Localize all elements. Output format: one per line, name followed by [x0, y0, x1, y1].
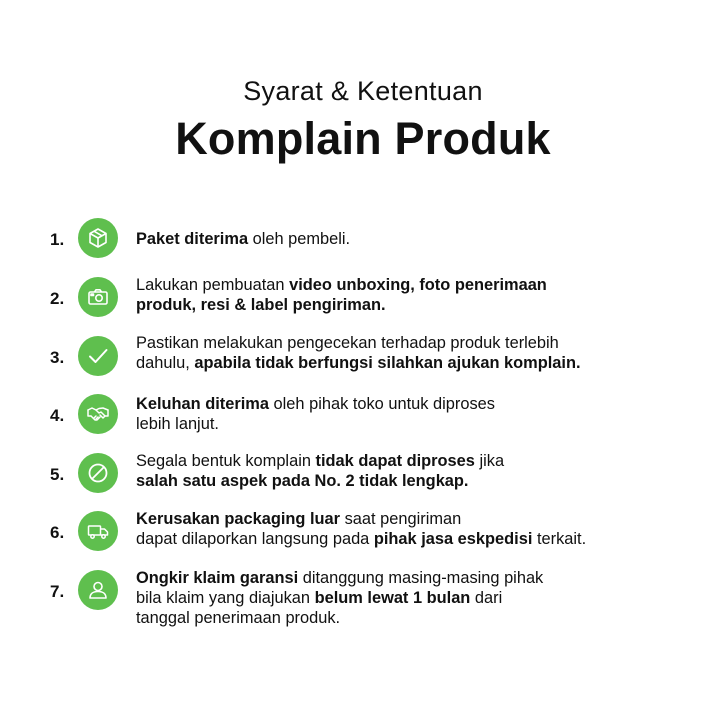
- page-subtitle: Syarat & Ketentuan: [243, 76, 483, 106]
- item-text-line: [136, 333, 696, 353]
- camera-icon: [78, 277, 118, 317]
- item-number: 5.: [50, 465, 65, 484]
- item-text-line: [136, 275, 696, 295]
- item-text: [136, 509, 696, 549]
- box-icon: [78, 218, 118, 258]
- item-text-line: [136, 394, 696, 414]
- item-text-line: [136, 509, 696, 529]
- text-segment: oleh pembeli.: [248, 230, 351, 248]
- bold-text: video unboxing, foto penerimaan: [289, 276, 547, 294]
- bold-text: Paket diterima: [136, 230, 249, 248]
- truck-icon: [78, 511, 118, 551]
- item-text-line: [136, 414, 696, 434]
- item-text-line: [136, 229, 696, 249]
- bold-text: Kerusakan packaging luar: [136, 510, 341, 528]
- item-number: 6.: [50, 523, 65, 542]
- text-segment: bila klaim yang diajukan: [136, 589, 315, 607]
- item-number: 3.: [50, 348, 65, 367]
- item-text-line: [136, 529, 696, 549]
- item-text: [136, 394, 696, 434]
- prohibited-icon: [78, 453, 118, 493]
- item-text-line: [136, 471, 696, 491]
- item-text: [136, 333, 696, 373]
- item-text-line: [136, 353, 696, 373]
- text-segment: tanggal penerimaan produk.: [136, 609, 341, 627]
- bold-text: Ongkir klaim garansi: [136, 569, 299, 587]
- text-segment: dari: [470, 589, 503, 607]
- text-segment: dapat dilaporkan langsung pada: [136, 530, 374, 548]
- text-segment: ditanggung masing-masing pihak: [298, 569, 544, 587]
- checkmark-icon: [78, 336, 118, 376]
- item-text: [136, 229, 696, 249]
- bold-text: belum lewat 1 bulan: [314, 589, 471, 607]
- bold-text: salah satu aspek pada No. 2 tidak lengkap.: [136, 472, 469, 490]
- text-segment: Pastikan melakukan pengecekan terhadap produk terlebih: [136, 334, 559, 352]
- item-text-line: [136, 295, 696, 315]
- text-segment: jika: [474, 452, 505, 470]
- item-text-line: [136, 588, 696, 608]
- item-number: 2.: [50, 289, 65, 308]
- item-text: [136, 451, 696, 491]
- item-text: [136, 568, 696, 628]
- bold-text: tidak dapat diproses: [315, 452, 475, 470]
- text-segment: Segala bentuk komplain: [136, 452, 316, 470]
- item-text: [136, 275, 696, 315]
- item-text-line: [136, 568, 696, 588]
- item-number: 7.: [50, 582, 65, 601]
- bold-text: Keluhan diterima: [136, 395, 269, 413]
- page-title: Komplain Produk: [175, 113, 551, 164]
- bold-text: produk, resi & label pengiriman.: [136, 296, 386, 314]
- text-segment: oleh pihak toko untuk diproses: [268, 395, 495, 413]
- item-number: 1.: [50, 230, 65, 249]
- bold-text: apabila tidak berfungsi silahkan ajukan komplain.: [194, 354, 581, 372]
- handshake-icon: [78, 394, 118, 434]
- item-text-line: [136, 608, 696, 628]
- text-segment: lebih lanjut.: [136, 415, 219, 433]
- user-icon: [78, 570, 118, 610]
- item-text-line: [136, 451, 696, 471]
- text-segment: dahulu,: [136, 354, 195, 372]
- bold-text: pihak jasa eskpedisi: [373, 530, 533, 548]
- text-segment: terkait.: [532, 530, 587, 548]
- text-segment: saat pengiriman: [340, 510, 462, 528]
- item-number: 4.: [50, 406, 65, 425]
- text-segment: Lakukan pembuatan: [136, 276, 290, 294]
